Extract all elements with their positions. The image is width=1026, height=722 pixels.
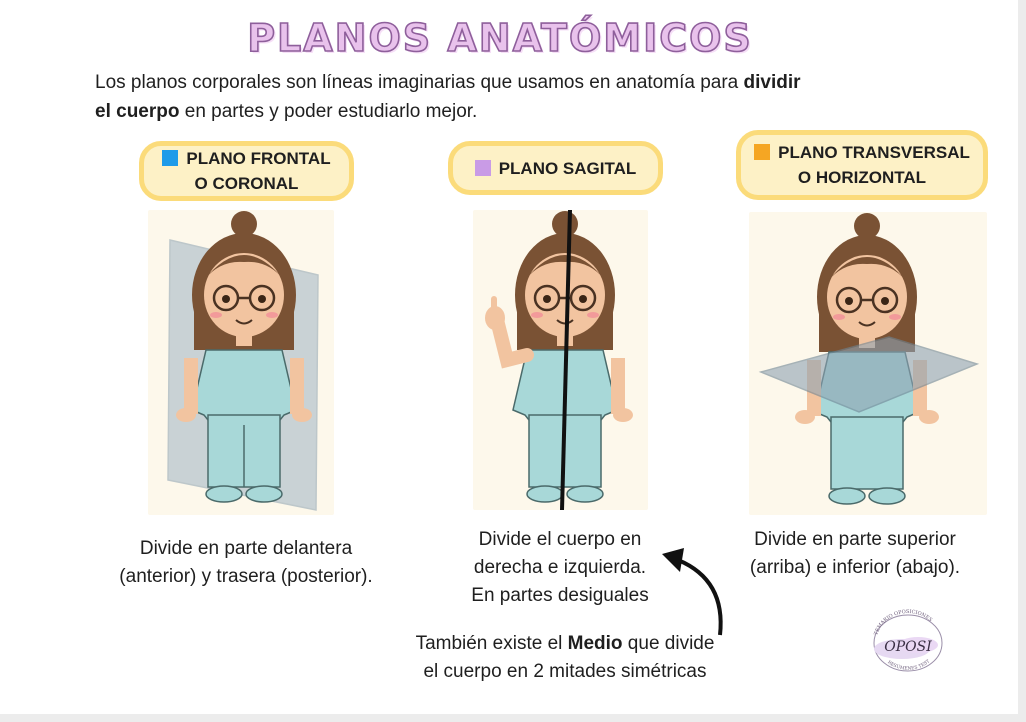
note-bold: Medio	[567, 633, 623, 654]
sagittal-desc-line3: En partes desiguales	[471, 585, 649, 606]
transverse-color-swatch	[754, 144, 770, 160]
nurse-figure-2	[485, 211, 633, 502]
frontal-desc-line1: Divide en parte delantera	[139, 538, 353, 559]
oposi-logo	[862, 603, 954, 673]
curved-arrow-icon	[650, 540, 740, 640]
intro-text-after: en partes y poder estudiarlo mejor.	[179, 101, 478, 122]
sagittal-desc-line1: Divide el cuerpo en	[478, 529, 642, 550]
sagittal-color-swatch	[475, 160, 491, 176]
logo-center-text: OPOSI	[884, 639, 932, 655]
intro-paragraph	[95, 68, 975, 126]
transverse-plane-shape	[761, 337, 977, 412]
frontal-color-swatch	[162, 150, 178, 166]
transverse-plane-illustration	[749, 212, 987, 515]
transverse-label-line2: O HORIZONTAL	[797, 168, 927, 187]
frontal-plane-illustration	[148, 210, 334, 515]
frontal-label-line2: O CORONAL	[194, 174, 299, 193]
note-text-after: que divide	[622, 633, 715, 654]
note-line2: el cuerpo en 2 mitades simétricas	[423, 661, 707, 682]
svg-text:TEMARIO OPOSICIONES	[873, 609, 933, 636]
sagittal-label-line1: PLANO SAGITAL	[498, 158, 637, 178]
intro-bold-2: el cuerpo	[95, 101, 180, 122]
intro-bold-1: dividir	[743, 72, 801, 93]
medio-note	[365, 630, 765, 686]
note-text-before: También existe el	[415, 633, 568, 654]
transverse-plane-label	[736, 130, 988, 200]
svg-text:RESÚMENES TEST	[886, 658, 931, 671]
frontal-description	[86, 535, 406, 591]
sagittal-plane-illustration	[473, 210, 648, 510]
transverse-desc-line2: (arriba) e inferior (abajo).	[749, 557, 961, 578]
logo-ring-top: TEMARIO OPOSICIONES	[873, 608, 934, 636]
intro-text-before: Los planos corporales son líneas imaginarias que usamos en anatomía para	[95, 72, 744, 93]
frontal-label-line1: PLANO FRONTAL	[186, 149, 331, 168]
frontal-desc-line2: (anterior) y trasera (posterior).	[119, 566, 373, 587]
sagittal-desc-line2: derecha e izquierda.	[473, 557, 647, 578]
frontal-plane-label	[139, 141, 354, 201]
transverse-label-line1: PLANO TRANSVERSAL	[778, 143, 970, 162]
logo-ring-bottom: RESÚMENES TEST	[886, 659, 932, 672]
page-title: PLANOS ANATÓMICOS	[247, 16, 753, 60]
transverse-description	[705, 526, 1005, 582]
transverse-desc-line1: Divide en parte superior	[754, 529, 956, 550]
sagittal-plane-label	[448, 141, 663, 195]
